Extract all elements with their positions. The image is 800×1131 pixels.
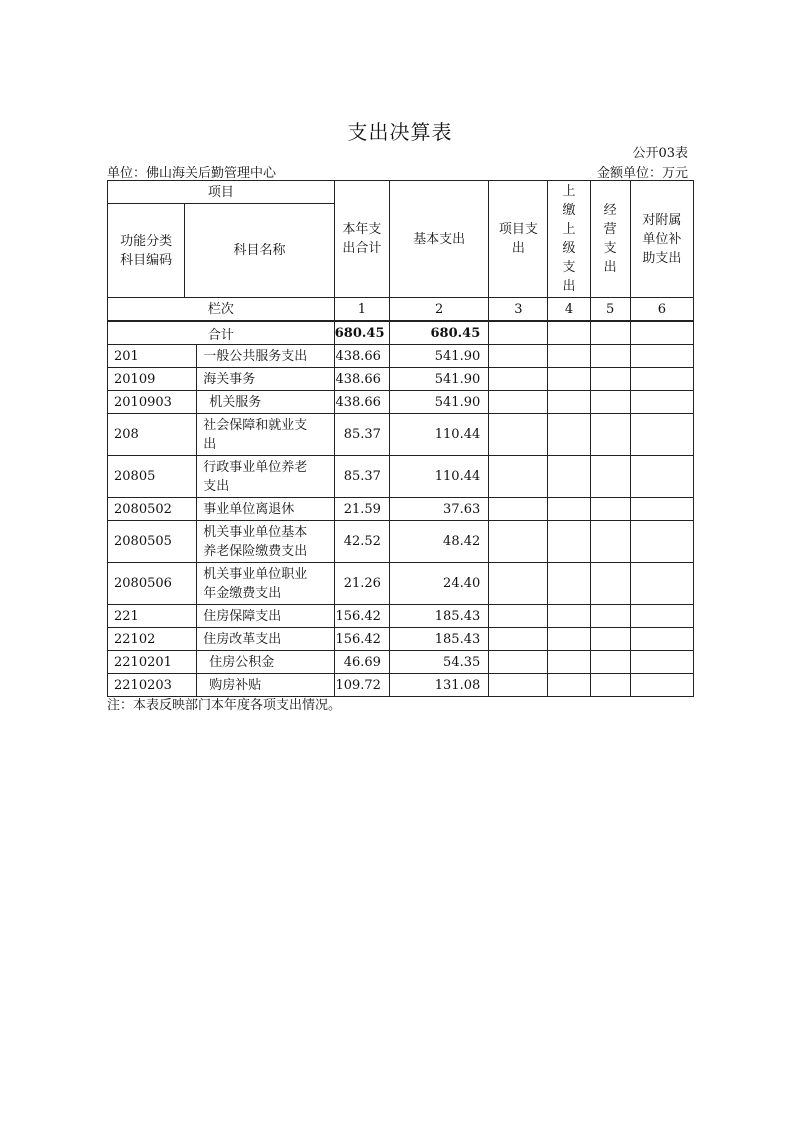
table-row: [108, 521, 694, 563]
subject-code: 2210201: [108, 651, 197, 674]
total-amount: 438.66: [334, 368, 389, 391]
subject-code: 2080502: [108, 498, 197, 521]
subject-name: [197, 498, 334, 521]
affiliate-amount: [630, 605, 693, 628]
total-amount: 85.37: [334, 456, 389, 498]
operating-amount: [590, 628, 630, 651]
project-amount: [489, 674, 548, 697]
operating-header: 经 营 支 出: [590, 181, 630, 298]
basic-amount: 48.42: [389, 521, 488, 563]
basic-amount: 54.35: [389, 651, 488, 674]
upper-amount: [548, 345, 590, 368]
total-amount: 85.37: [334, 414, 389, 456]
basic-amount: 185.43: [389, 628, 488, 651]
subject-name: [197, 628, 334, 651]
column-number: 5: [590, 298, 630, 321]
upper-amount: [548, 368, 590, 391]
project-header: 项目: [108, 181, 335, 204]
column-number: 3: [489, 298, 548, 321]
project-amount: [489, 368, 548, 391]
table-row: [108, 605, 694, 628]
money-unit-label: 金额单位：万元: [596, 166, 688, 181]
subject-name: [197, 456, 334, 498]
project-amount: [489, 456, 548, 498]
basic-amount: 541.90: [389, 368, 488, 391]
subject-name-line: 支出: [203, 478, 230, 494]
subject-name-line: 住房改革支出: [203, 631, 282, 647]
operating-amount: [590, 521, 630, 563]
basic-header: 基本支出: [389, 181, 488, 298]
footnote: 注：本表反映部门本年度各项支出情况。: [107, 698, 342, 713]
operating-amount: [590, 651, 630, 674]
subject-code: 20805: [108, 456, 197, 498]
basic-amount: 24.40: [389, 563, 488, 605]
table-row: [108, 456, 694, 498]
total-amount: 21.59: [334, 498, 389, 521]
subject-name-line: 年金缴费支出: [203, 585, 282, 601]
operating-amount: [590, 391, 630, 414]
project-amount: [489, 498, 548, 521]
subject-code: 22102: [108, 628, 197, 651]
operating-amount: [590, 368, 630, 391]
operating-amount: [590, 345, 630, 368]
subject-name-line: 海关事务: [203, 371, 256, 387]
subject-code: 2080505: [108, 521, 197, 563]
project-amount: [489, 605, 548, 628]
project-amount: [489, 391, 548, 414]
column-label: 栏次: [108, 298, 335, 321]
subject-name-line: 机关服务: [209, 394, 262, 410]
table-row: [108, 498, 694, 521]
basic-amount: 131.08: [389, 674, 488, 697]
operating-amount: [590, 498, 630, 521]
table-row: [108, 628, 694, 651]
project-amount: [489, 563, 548, 605]
table-row: [108, 414, 694, 456]
total-amount: 46.69: [334, 651, 389, 674]
upper-amount: [548, 521, 590, 563]
column-number: 6: [630, 298, 693, 321]
column-number: 4: [548, 298, 590, 321]
subject-name: [197, 605, 334, 628]
column-number: 2: [389, 298, 488, 321]
upper-amount: [548, 498, 590, 521]
operating-amount: [590, 414, 630, 456]
total-amount: 109.72: [334, 674, 389, 697]
total-amount: 438.66: [334, 391, 389, 414]
operating-amount: [590, 456, 630, 498]
total-amount: 42.52: [334, 521, 389, 563]
subject-name-line: 一般公共服务支出: [203, 348, 308, 364]
table-row: [108, 651, 694, 674]
upper-amount: [548, 651, 590, 674]
affiliate-amount: [630, 368, 693, 391]
upper-amount: [548, 391, 590, 414]
upper-amount: [548, 563, 590, 605]
subject-code: 221: [108, 605, 197, 628]
upper-payment-header: 上 缴 上 级 支 出: [548, 181, 590, 298]
operating-amount: [590, 563, 630, 605]
total-amount: 680.45: [334, 322, 389, 345]
upper-amount: [548, 414, 590, 456]
table-row: [108, 391, 694, 414]
project-amount: [489, 628, 548, 651]
basic-amount: 185.43: [389, 605, 488, 628]
subject-name: [197, 521, 334, 563]
total-amount: 156.42: [334, 605, 389, 628]
subject-name: [197, 563, 334, 605]
subject-name-line: 购房补贴: [209, 677, 262, 693]
basic-amount: 37.63: [389, 498, 488, 521]
operating-amount: [590, 605, 630, 628]
subject-name: [197, 345, 334, 368]
subject-name: [197, 414, 334, 456]
unit-label: 单位：佛山海关后勤管理中心: [107, 166, 277, 181]
basic-amount: 110.44: [389, 456, 488, 498]
subject-name-line: 机关事业单位基本: [203, 524, 308, 540]
affiliate-amount: [630, 391, 693, 414]
total-amount: 21.26: [334, 563, 389, 605]
subject-name: [197, 391, 334, 414]
subject-name-line: 机关事业单位职业: [203, 566, 308, 582]
subject-name: [197, 368, 334, 391]
total-row: [108, 322, 694, 345]
project-amount: [489, 345, 548, 368]
basic-amount: 541.90: [389, 345, 488, 368]
affiliate-amount: [630, 345, 693, 368]
expense-table: [107, 321, 694, 697]
table-header: [107, 180, 694, 321]
upper-amount: [548, 628, 590, 651]
subject-code: 2210203: [108, 674, 197, 697]
subject-name-line: 社会保障和就业支: [203, 417, 308, 433]
total-header: 本年支 出合计: [334, 181, 389, 298]
table-row: [108, 563, 694, 605]
project-amount: [489, 414, 548, 456]
affiliate-amount: [630, 521, 693, 563]
subject-name-line: 行政事业单位养老: [203, 459, 308, 475]
column-number: 1: [334, 298, 389, 321]
upper-amount: [548, 456, 590, 498]
table-row: [108, 345, 694, 368]
subject-name-line: 住房公积金: [209, 654, 275, 670]
subject-code: 2080506: [108, 563, 197, 605]
basic-amount: 541.90: [389, 391, 488, 414]
affiliate-amount: [630, 651, 693, 674]
total-amount: 156.42: [334, 628, 389, 651]
affiliate-header: 对附属 单位补 助支出: [630, 181, 693, 298]
upper-amount: [548, 674, 590, 697]
subject-name-header: 科目名称: [185, 204, 335, 298]
subject-code: 2010903: [108, 391, 197, 414]
subject-name: [197, 651, 334, 674]
subject-code: 201: [108, 345, 197, 368]
operating-amount: [590, 674, 630, 697]
subject-code: 208: [108, 414, 197, 456]
subject-name-line: 出: [203, 436, 217, 452]
subject-name-line: 养老保险缴费支出: [203, 543, 308, 559]
total-label: 合计: [108, 322, 335, 345]
project-amount: [489, 651, 548, 674]
affiliate-amount: [630, 674, 693, 697]
subject-name-line: 事业单位离退休: [203, 501, 295, 517]
affiliate-amount: [630, 456, 693, 498]
basic-amount: 110.44: [389, 414, 488, 456]
upper-amount: [548, 605, 590, 628]
project-amount: [489, 521, 548, 563]
table-row: [108, 368, 694, 391]
affiliate-amount: [630, 563, 693, 605]
func-code-header: 功能分类 科目编码: [108, 204, 185, 298]
project-expense-header: 项目支 出: [489, 181, 548, 298]
basic-amount: 680.45: [389, 322, 488, 345]
page-title: 支出决算表: [347, 120, 453, 144]
affiliate-amount: [630, 414, 693, 456]
subject-code: 20109: [108, 368, 197, 391]
table-code: 公开03表: [632, 146, 688, 161]
affiliate-amount: [630, 628, 693, 651]
total-amount: 438.66: [334, 345, 389, 368]
subject-name-line: 住房保障支出: [203, 608, 282, 624]
affiliate-amount: [630, 498, 693, 521]
